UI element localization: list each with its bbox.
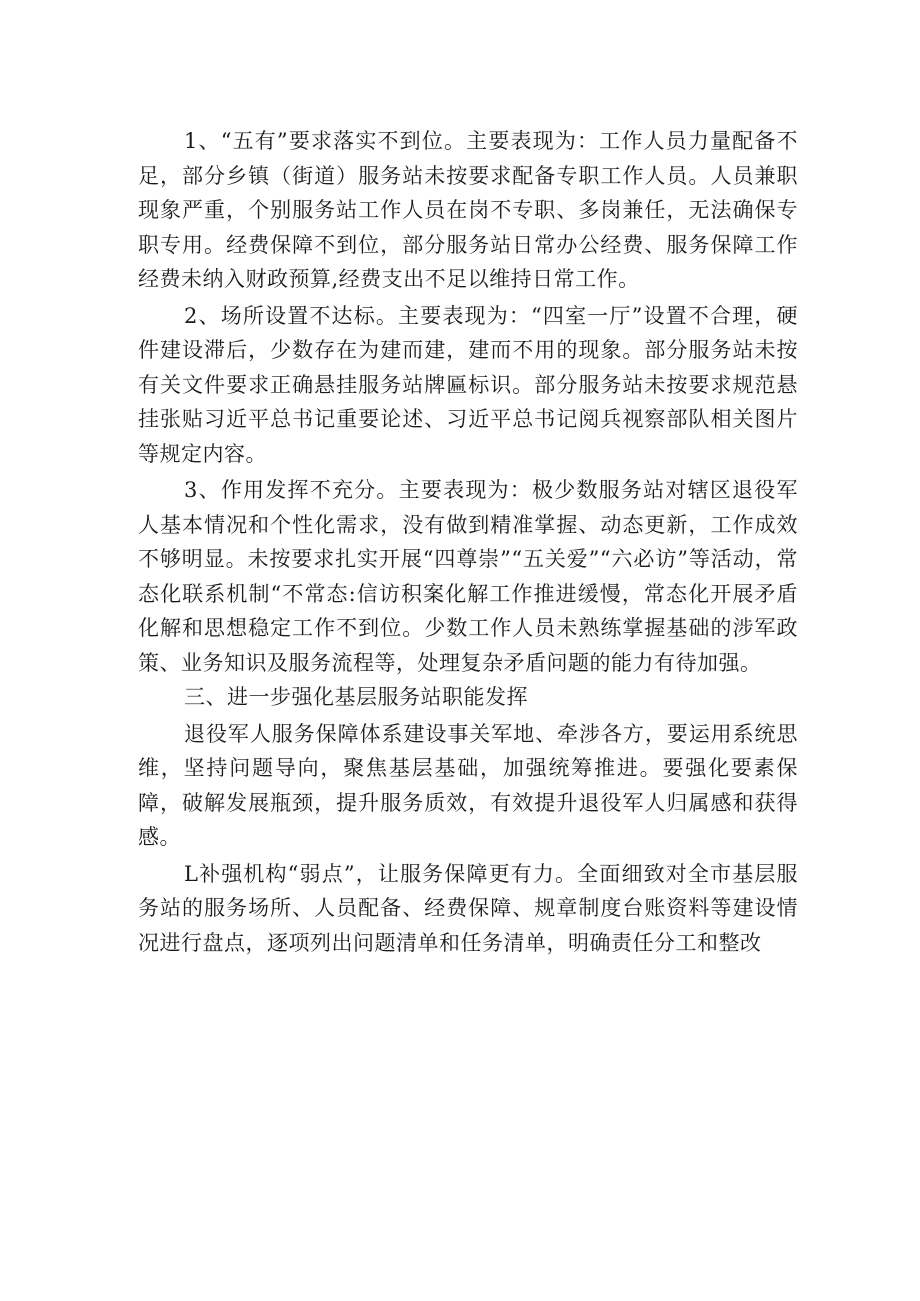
paragraph-role-performance: 3、作用发挥不充分。主要表现为：极少数服务站对辖区退役军人基本情况和个性化需求，没有做到精准掌握、动态更新，工作成效不够明显。未按要求扎实开展“四尊崇”“五关爱”“六必访”等活动，常态化联系机制“不常态:信访积案化解工作推进缓慢，常态化开展矛盾化解和思想稳定工作不到位。少数工作人员未熟练掌握基础的涉军政策、业务知识及服务流程等，处理复杂矛盾问题的能力有待加强。 [138,478,798,675]
paragraph-five-requirements: 1、“五有”要求落实不到位。主要表现为：工作人员力量配备不足，部分乡镇（街道）服务站未按要求配备专职工作人员。人员兼职现象严重，个别服务站工作人员在岗不专职、多岗兼任，无法确保专职专用。经费保障不到位，部分服务站日常办公经费、服务保障工作经费未纳入财政预算,经费支出不足以维持日常工作。 [138,129,798,291]
paragraph-system-building: 退役军人服务保障体系建设事关军地、牵涉各方，要运用系统思维，坚持问题导向，聚焦基层基础，加强统筹推进。要强化要素保障，破解发展瓶颈，提升服务质效，有效提升退役军人归属感和获得感。 [138,721,798,849]
section-heading: 三、进一步强化基层服务站职能发挥 [184,685,528,709]
document-page [138,124,798,960]
paragraph-venue-setup: 2、场所设置不达标。主要表现为：“四室一厅”设置不合理，硬件建设滞后，少数存在为建而建，建而不用的现象。部分服务站未按有关文件要求正确悬挂服务站牌匾标识。部分服务站未按要求规范悬挂张贴习近平总书记重要论述、习近平总书记阅兵视察部队相关图片等规定内容。 [138,303,798,466]
paragraph-strengthen-weak-points: L补强机构“弱点”，让服务保障更有力。全面细致对全市基层服务站的服务场所、人员配备、经费保障、规章制度台账资料等建设情况进行盘点，逐项列出问题清单和任务清单，明确责任分工和整改 [138,861,798,955]
